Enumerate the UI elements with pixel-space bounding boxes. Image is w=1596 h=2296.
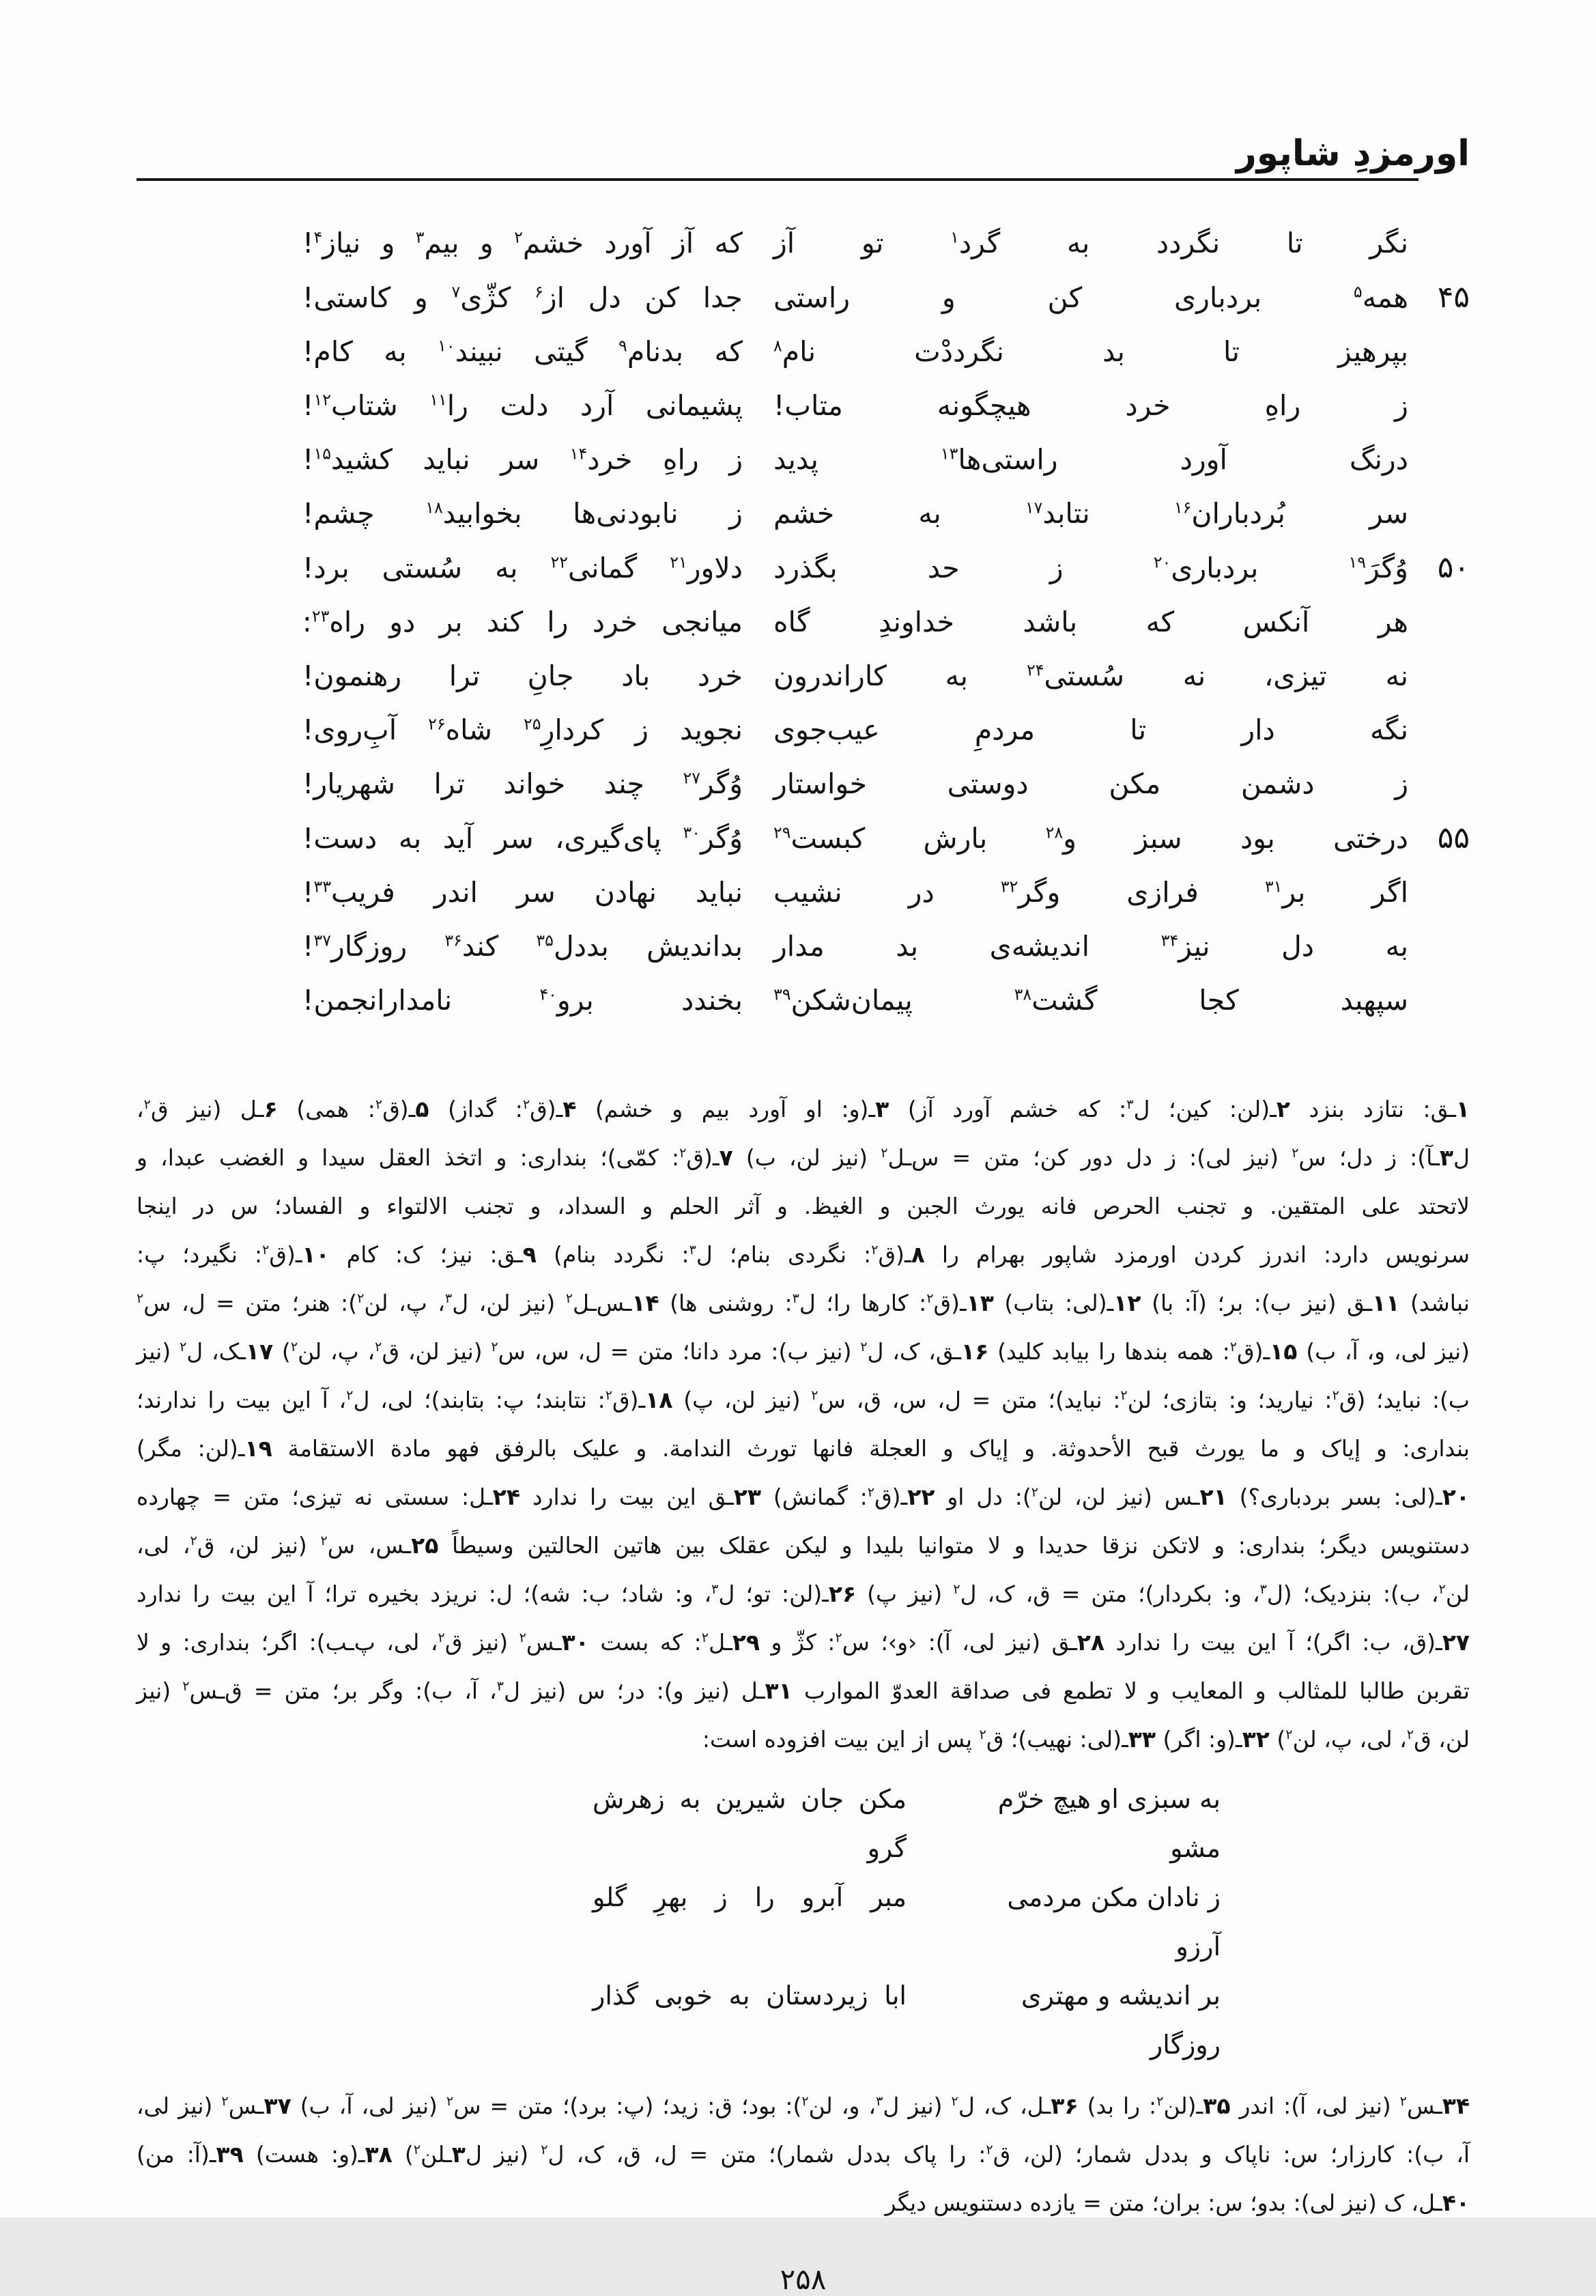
apparatus-line: ۲۰ـ(لی: بسر بردباری؟) ۲۱ـس (نیز لن، لن$^۲$): دل او ۲۲ـ(ق$^۲$: گمانش) ۲۳ـق این بیت را ندارد ۲۴ـل: سستی نه تیزی؛ متن = چهارده [137, 1484, 1470, 1510]
apparatus-line: ۱ـق: نتازد بنزد ۲ـ(لن: کین؛ ل$^۳$: که خشم آورد آز) ۳ـ(و: او آورد بیم و خشم) ۴ـ(ق$^۲$: گداز) ۵ـ(ق$^۲$: همی) ۶ـل (نیز ق$^۲$، [137, 1096, 1470, 1122]
verse-number: ۵۰ [1437, 550, 1470, 585]
hemistich-right: هر آنکس که باشد خداوندِ گاه [773, 606, 1408, 638]
hemistich-left: خرد باد جانِ ترا رهنمون! [302, 660, 743, 692]
apparatus-line: لاتحتد علی المتقین. و تجنب الحرص فانه یورث الجبن و الغیظ. و آثر الحلم و السداد، و تجنب الالتواء و الفساد؛ س در اینجا [137, 1193, 1470, 1219]
hemistich-right: ز راهِ خرد هیچگونه متاب! [773, 389, 1408, 422]
hemistich-right: سپهبد کجا گشت$^{۳۸}$ پیمان‌شکن$^{۳۹}$ [773, 984, 1408, 1017]
hemistich-left: ز نابودنی‌ها بخوابید$^{۱۸}$ چشم! [302, 497, 743, 530]
verse-row [137, 974, 1470, 1027]
page-number: ۲۵۸ [780, 2263, 827, 2296]
inserted-hemistich-left: مبر آبرو را ز بهرِ گلو [593, 1882, 907, 1912]
hemistich-right: همه$^۵$ بردباری کن و راستی [773, 281, 1408, 314]
apparatus-line: ۳۴ـس$^۲$ (نیز لی، آ): اندر ۳۵ـ(لن$^۲$: را بد) ۳۶ـل، ک، ل$^۲$ (نیز ل$^۳$، و، لن$^۲$): بود؛ ق: زید؛ (پ: برد)؛ متن = س$^۲$ (نیز لی، آ، ب) ۳۷ـس$^۲$ (نیز لی، [137, 2093, 1470, 2119]
apparatus-line: دستنویس دیگر؛ بنداری: و لاتکن نزقا حدیدا و لا متوانیا بلیدا و لیکن عقلک بین هاتین الحالتین وسیطاً ۲۵ـس، س$^۲$ (نیز لن، ق$^۲$، لی، [137, 1532, 1470, 1559]
apparatus-line: لن$^۲$، ب): بنزدیک؛ (ل$^۳$، و: بکردار)؛ متن = ق، ک، ل$^۲$ (نیز پ) ۲۶ـ(لن: تو؛ ل$^۳$، و: شاد؛ ب: شه)؛ ل: نریزد بخیره ترا؛ آ این بیت را ندارد [137, 1581, 1470, 1607]
apparatus-line: ب): نباید؛ (ق$^۲$: نیارید؛ و: بتازی؛ لن$^۲$: نباید)؛ متن = ل، س، ق، س$^۲$ (نیز لن، پ) ۱۸ـ(ق$^۲$: نتابند؛ پ: بتابند)؛ لی، ل$^۲$، آ این بیت را ندارند؛ [137, 1387, 1470, 1413]
verse-row [137, 325, 1470, 379]
hemistich-right: درختی بود سبز و$^{۲۸}$ بارش کبست$^{۲۹}$ [773, 822, 1409, 855]
inserted-verse-row [137, 1774, 1221, 1873]
apparatus-line: ۲۷ـ(ق، ب: اگر)؛ آ این بیت را ندارد ۲۸ـق (نیز لی، آ): ‹و›؛ س$^۲$: کژّ و ۲۹ـل$^۲$: که بست ۳۰ـس$^۲$ (نیز ق$^۲$، لی، پ‌ـب): اگر؛ بنداری: و لا [137, 1629, 1470, 1656]
verse-row [137, 270, 1470, 325]
inserted-hemistich-left: مکن جان شیرین به زهرش گرو [593, 1784, 907, 1863]
hemistich-left: بداندیش بددل$^{۳۵}$ کند$^{۳۶}$ روزگار$^{۳۷}$! [302, 930, 743, 963]
hemistich-right: نه تیزی، نه سُستی$^{۲۴}$ به کاراندرون [773, 660, 1408, 692]
verse-row [137, 649, 1470, 703]
verse-row [137, 487, 1470, 541]
hemistich-right: اگر بر$^{۳۱}$ فرازی وگر$^{۳۲}$ در نشیب [773, 876, 1409, 909]
inserted-hemistich-right: به سبزی او هیچ خرّم مشو [997, 1784, 1221, 1863]
inserted-verse-section [137, 1774, 1470, 2069]
hemistich-left: وُگر$^{۳۰}$ پای‌گیری، سر آید به دست! [302, 822, 743, 855]
page-footer [137, 2263, 1470, 2296]
apparatus-line: آ، ب): کارزار؛ س: ناپاک و بددل شمار؛ (لن، ق$^۲$: را پاک بددل شمار)؛ متن = ل، ق، ک، ل$^۲$ (نیز ل۳ـلن$^۲$) ۳۸ـ(و: هست) ۳۹ـ(آ: من) [137, 2141, 1470, 2168]
inserted-hemistich-left: ابا زیردستان به خوبی گذار [593, 1981, 907, 2011]
hemistich-left: نباید نهادن سر اندر فریب$^{۳۳}$! [302, 876, 743, 909]
hemistich-left: دلاور$^{۲۱}$ گمانی$^{۲۲}$ به سُستی برد! [302, 552, 743, 584]
hemistich-left: میانجی خرد را کند بر دو راه$^{۲۳}$: [302, 606, 743, 638]
hemistich-right: وُگرَ$^{۱۹}$ بردباری$^{۲۰}$ ز حد بگذرد [773, 552, 1408, 584]
hemistich-left: پشیمانی آرد دلت را$^{۱۱}$ شتاب$^{۱۲}$! [302, 389, 743, 422]
hemistich-left: که بدنام$^۹$ گیتی نبیند$^{۱۰}$ به کام! [302, 335, 743, 368]
critical-apparatus-continued [137, 2082, 1470, 2227]
inserted-verse-row [137, 1873, 1221, 1971]
hemistich-left: وُگر$^{۲۷}$ چند خواند ترا شهریار! [302, 767, 743, 800]
hemistich-left: جدا کن دل از$^۶$ کژّی$^۷$ و کاستی! [302, 281, 743, 314]
apparatus-line: نباشد) ۱۱ـق (نیز ب): بر؛ (آ: با) ۱۲ـ(لی: بتاب) ۱۳ـ(ق$^۲$: کارها را؛ ل$^۳$: روشنی ها) ۱۴ـس‌ـل$^۲$ (نیز لن، ل$^۳$، پ، لن$^۲$): هنر؛ متن = ل، س$^۲$ [137, 1290, 1470, 1316]
verse-row [137, 379, 1470, 433]
inserted-hemistich-right: بر اندیشه و مهتری روزگار [1021, 1981, 1221, 2060]
header-rule [137, 178, 1419, 181]
poem-section [137, 216, 1470, 1027]
verse-row [137, 595, 1470, 649]
verse-row [137, 541, 1470, 595]
hemistich-right: ز دشمن مکن دوستی خواستار [773, 767, 1408, 800]
apparatus-line: (نیز لی، و، آ، ب) ۱۵ـ(ق$^۲$: همه بندها را بیابد کلید) ۱۶ـق، ک، ل$^۲$ (نیز ب): مرد دانا؛ متن = ل، س، س$^۲$ (نیز لن، ق$^۲$، پ، لن$^۲$) ۱۷ـک، ل$^۲$ (نیز [137, 1338, 1470, 1365]
apparatus-line: ۴۰ـل، ک (نیز لی): بدو؛ س: بران؛ متن = یازده دستنویس دیگر [885, 2189, 1470, 2216]
apparatus-line: بنداری: و إیاک و ما یورث قبح الأحدوثة. و إیاک و العجلة فانها تورث الندامة. و علیک بالرفق فهو مادة الاستقامة ۱۹ـ(لن: مگر) [137, 1435, 1470, 1462]
hemistich-right: بپرهیز تا بد نگرددْت نام$^۸$ [773, 335, 1408, 368]
inserted-hemistich-right: ز نادان مکن مردمی آرزو [1007, 1882, 1221, 1961]
hemistich-left: نجوید ز کردارِ$^{۲۵}$ شاه$^{۲۶}$ آبِ‌روی! [302, 713, 743, 746]
hemistich-right: به دل نیز$^{۳۴}$ اندیشه‌ی بد مدار [773, 930, 1408, 963]
apparatus-line: ل۳ـآ): ز دل؛ س$^۲$ (نیز لی): ز دل دور کن؛ متن = س‌ـل$^۲$ (نیز لن، ب) ۷ـ(ق$^۲$: کمّی)؛ بنداری: و اتخذ العقل سیدا و الغضب عبدا، و [137, 1144, 1470, 1171]
verse-row [137, 703, 1470, 757]
apparatus-line: سرنویس دارد: اندرز کردن اورمزد شاپور بهرام را ۸ـ(ق$^۲$: نگردی بنام؛ ل$^۳$: نگردد بنام) ۹ـق: نیز؛ ک: کام ۱۰ـ(ق$^۲$: نگیرد؛ پ: [137, 1241, 1470, 1268]
verse-row [137, 811, 1470, 866]
hemistich-left: بخندد برو$^{۴۰}$ نامدارانجمن! [302, 984, 743, 1017]
verse-row [137, 866, 1470, 920]
hemistich-left: که آز آورد خشم$^۲$ و بیم$^۳$ و نیاز$^۴$! [302, 227, 743, 259]
verse-row [137, 433, 1470, 487]
apparatus-line: تقربن طالبا للمثالب و المعایب و لا تطمع فی صداقة العدوّ الموارب ۳۱ـل (نیز و): در؛ س (نیز ل$^۳$، آ، ب): وگر بر؛ متن = ق‌ـس$^۲$ (نیز [137, 1677, 1470, 1704]
hemistich-right: سر بُردباران$^{۱۶}$ نتابد$^{۱۷}$ به خشم [773, 497, 1408, 530]
hemistich-right: نگه دار تا مردمِ عیب‌جوی [773, 713, 1408, 746]
verse-number: ۵۵ [1437, 821, 1470, 855]
apparatus-line: لن، ق$^۲$، لی، پ، لن$^۲$) ۳۲ـ(و: اگر) ۳۳ـ(لی: نهیب)؛ ق$^۲$ پس از این بیت افزوده است: [702, 1726, 1470, 1753]
hemistich-left: ز راهِ خرد$^{۱۴}$ سر نباید کشید$^{۱۵}$! [302, 443, 743, 476]
running-title: اورمزدِ شاپور [1236, 133, 1470, 174]
verse-row [137, 920, 1470, 974]
hemistich-right: نگر تا نگردد به گرد$^۱$ تو آز [773, 227, 1408, 259]
page-header [137, 133, 1470, 181]
inserted-verse-row [137, 1971, 1221, 2069]
critical-apparatus [137, 1085, 1470, 1763]
hemistich-right: درنگ آورد راستی‌ها$^{۱۳}$ پدید [773, 443, 1408, 476]
verse-number: ۴۵ [1437, 280, 1470, 315]
verse-row [137, 216, 1470, 270]
verse-row [137, 757, 1470, 811]
